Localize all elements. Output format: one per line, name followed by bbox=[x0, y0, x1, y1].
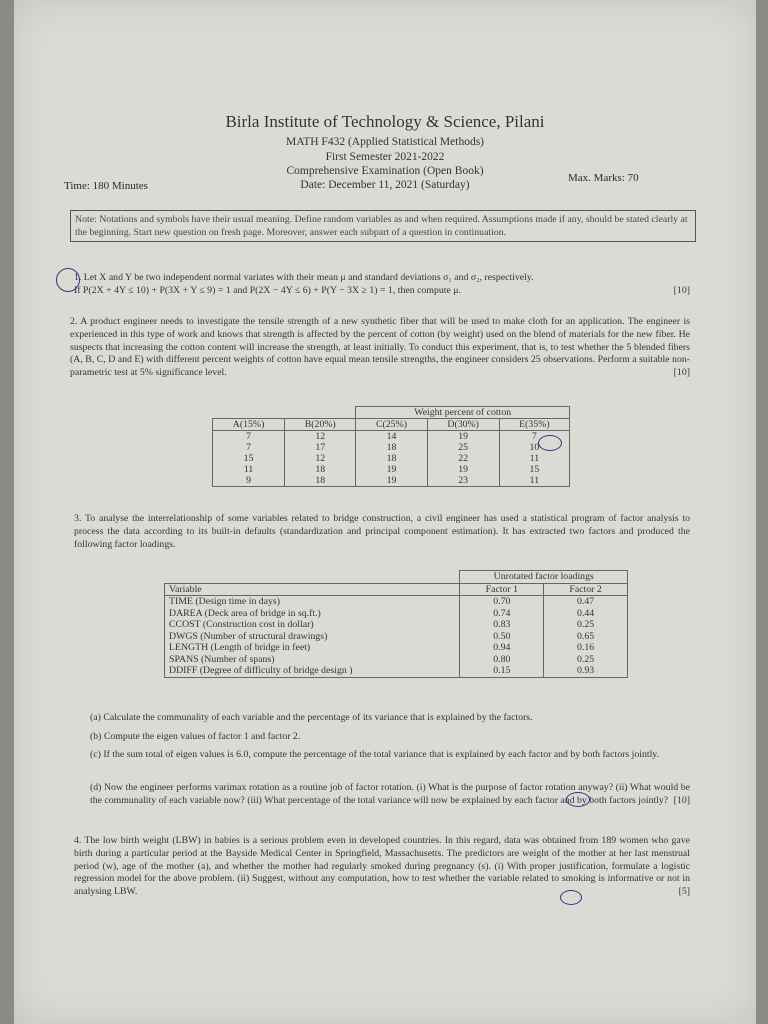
column-header: B(20%) bbox=[285, 419, 356, 431]
column-header: D(30%) bbox=[427, 419, 499, 431]
q2-text: 2. A product engineer needs to investigate the tensile strength of a new synthetic fiber that will be used to make cloth for an application. The engineer is experienced in this type of work and knows that strength is affected by the percent of cotton (by weight) used on the blend of materials for the new fiber. He suspects that increasing the cotton content will increase the strength, at least initially. To conduct this experiment, that is, to test whether the 5 blended fibers (A, B, C, D and E) with different percent weights of cotton have equal mean tensile strengths, the engineer considers 25 observations. Perform a suitable non-parametric test at 5% significance level. bbox=[70, 316, 690, 379]
course-title: MATH F432 (Applied Statistical Methods) bbox=[285, 136, 485, 148]
table-row bbox=[165, 631, 628, 643]
table-row bbox=[165, 619, 628, 631]
table-row bbox=[165, 665, 628, 677]
table-cell: 12 bbox=[285, 431, 356, 443]
exam-paper bbox=[14, 0, 756, 1024]
cotton-strength-table bbox=[212, 406, 570, 487]
table-cell: 19 bbox=[356, 464, 427, 475]
question-2 bbox=[70, 316, 690, 380]
table-cell: 0.15 bbox=[460, 665, 544, 677]
table-row bbox=[165, 654, 628, 666]
q3-part-a: (a) Calculate the communality of each variable and the percentage of its variance that is explained by the factors. bbox=[90, 712, 533, 723]
q4-marks: [5] bbox=[678, 886, 690, 898]
table-cell: 0.83 bbox=[460, 619, 544, 631]
pen-circle-q1 bbox=[56, 268, 80, 292]
table-cell: 0.80 bbox=[460, 654, 544, 666]
table-cell: 22 bbox=[427, 453, 499, 464]
semester: First Semester 2021-2022 bbox=[325, 151, 445, 163]
table-cell: 19 bbox=[427, 464, 499, 475]
column-header: Factor 2 bbox=[544, 583, 628, 596]
table-title: Unrotated factor loadings bbox=[460, 571, 628, 584]
table-cell: 0.70 bbox=[460, 596, 544, 608]
q1-marks: [10] bbox=[673, 284, 690, 296]
table-cell: 15 bbox=[213, 453, 285, 464]
table-spacer bbox=[165, 571, 460, 584]
table-cell: 12 bbox=[285, 453, 356, 464]
table-cell: CCOST (Construction cost in dollar) bbox=[165, 619, 460, 631]
pen-circle-ii bbox=[560, 890, 582, 905]
table-cell: 10 bbox=[499, 442, 569, 453]
table-cell: 0.44 bbox=[544, 608, 628, 620]
institute-title: Birla Institute of Technology & Science, Pilani bbox=[225, 112, 545, 131]
table-cell: 0.93 bbox=[544, 665, 628, 677]
q1-line1: 1. Let X and Y be two independent normal variates with their mean μ and standard deviations σ₁ and σ₂, respectively. bbox=[74, 272, 534, 283]
column-header: E(35%) bbox=[499, 419, 569, 431]
table-cell: 0.25 bbox=[544, 619, 628, 631]
exam-duration: Time: 180 Minutes bbox=[64, 180, 148, 192]
exam-date: Date: December 11, 2021 (Saturday) bbox=[300, 179, 470, 191]
table-cell: 15 bbox=[499, 464, 569, 475]
table-title: Weight percent of cotton bbox=[356, 407, 570, 419]
table-cell: 14 bbox=[356, 431, 427, 443]
table-cell: DDIFF (Degree of difficulty of bridge design ) bbox=[165, 665, 460, 677]
table-cell: 18 bbox=[285, 475, 356, 487]
table-cell: 18 bbox=[356, 442, 427, 453]
pen-circle-iii bbox=[566, 792, 590, 807]
pen-circle-value bbox=[538, 435, 562, 451]
table-cell: TIME (Design time in days) bbox=[165, 596, 460, 608]
table-row bbox=[165, 608, 628, 620]
table-cell: 9 bbox=[213, 475, 285, 487]
table-cell: 0.50 bbox=[460, 631, 544, 643]
factor-loadings-table bbox=[164, 570, 628, 678]
table-cell: 0.16 bbox=[544, 642, 628, 654]
table-cell: 0.74 bbox=[460, 608, 544, 620]
table-row bbox=[213, 442, 570, 453]
column-header: Variable bbox=[165, 583, 460, 596]
table-cell: 7 bbox=[213, 431, 285, 443]
column-header: Factor 1 bbox=[460, 583, 544, 596]
q1-line2-row bbox=[74, 285, 690, 298]
column-header: C(25%) bbox=[356, 419, 427, 431]
question-4 bbox=[74, 835, 690, 899]
table-cell: 0.25 bbox=[544, 654, 628, 666]
table-cell: LENGTH (Length of bridge in feet) bbox=[165, 642, 460, 654]
table-cell: DWGS (Number of structural drawings) bbox=[165, 631, 460, 643]
exam-type: Comprehensive Examination (Open Book) bbox=[286, 165, 484, 177]
q3-part-b: (b) Compute the eigen values of factor 1 and factor 2. bbox=[90, 731, 301, 742]
table-spacer bbox=[213, 407, 356, 419]
table-cell: 18 bbox=[285, 464, 356, 475]
table-cell: 19 bbox=[427, 431, 499, 443]
q3-part-c: (c) If the sum total of eigen values is 6.0, compute the percentage of the total variance that is explained by each factor and by both factors jointly. bbox=[90, 749, 660, 760]
q3-marks: [10] bbox=[673, 794, 690, 806]
table-cell: 0.47 bbox=[544, 596, 628, 608]
table-cell: 19 bbox=[356, 475, 427, 487]
table-cell: 0.94 bbox=[460, 642, 544, 654]
q1-line2: If P(2X + 4Y ≤ 10) + P(3X + Y ≤ 9) = 1 and P(2X − 4Y ≤ 6) + P(Y − 3X ≥ 1) = 1, then compute μ. bbox=[74, 284, 461, 296]
q4-text: 4. The low birth weight (LBW) in babies is a serious problem even in developed countries. In this regard, data was obtained from 189 women who gave birth during a particular period at the Bayside Medical Center in Springfield, Massachusetts. The predictors are weight of the mother at her last menstrual period (w), age of the mother (a), and whether the mother had regularly smoked during pregnancy (s). (i) With proper justification, formulate a logistic regression model for the above problem. (ii) Suggest, without any computation, how to test whether the variable related to smoking is informative or not in analysing LBW. bbox=[74, 835, 690, 898]
table-cell: 25 bbox=[427, 442, 499, 453]
table-cell: 11 bbox=[213, 464, 285, 475]
note-box: Note: Notations and symbols have their usual meaning. Define random variables as and when required. Assumptions made if any, should be stated clearly at the beginning. Start new question on fresh page. Moreover, answer each subpart of a question in continuation. bbox=[70, 210, 696, 242]
table-row bbox=[213, 464, 570, 475]
table-cell: 7 bbox=[213, 442, 285, 453]
question-1 bbox=[74, 272, 690, 298]
table-cell: 23 bbox=[427, 475, 499, 487]
table-row bbox=[213, 431, 570, 443]
question-3-intro: 3. To analyse the interrelationship of some variables related to bridge construction, a civil engineer has used a statistical program of factor analysis to process the data according to its built-in defaults (standardization and principal component estimation). It has extracted two factors and produced the following factor loadings. bbox=[74, 513, 690, 550]
max-marks: Max. Marks: 70 bbox=[568, 172, 639, 184]
table-row bbox=[213, 475, 570, 487]
table-cell: DAREA (Deck area of bridge in sq.ft.) bbox=[165, 608, 460, 620]
table-cell: 0.65 bbox=[544, 631, 628, 643]
column-header: A(15%) bbox=[213, 419, 285, 431]
q2-marks: [10] bbox=[673, 367, 690, 379]
table-cell: 11 bbox=[499, 453, 569, 464]
table-cell: 17 bbox=[285, 442, 356, 453]
table-cell: 11 bbox=[499, 475, 569, 487]
table-cell: SPANS (Number of spans) bbox=[165, 654, 460, 666]
q3-part-d-text: (d) Now the engineer performs varimax rotation as a routine job of factor rotation. (i) What is the purpose of factor rotation anyway? (ii) What would be the communality of each variable now? (iii) What percentage of the total variance will now be explained by each factor and by both factors jointly? bbox=[90, 782, 690, 806]
table-cell: 18 bbox=[356, 453, 427, 464]
q3-part-d bbox=[90, 782, 690, 808]
table-row bbox=[165, 596, 628, 608]
table-row bbox=[165, 642, 628, 654]
table-cell: 7 bbox=[499, 431, 569, 443]
table-row bbox=[213, 453, 570, 464]
